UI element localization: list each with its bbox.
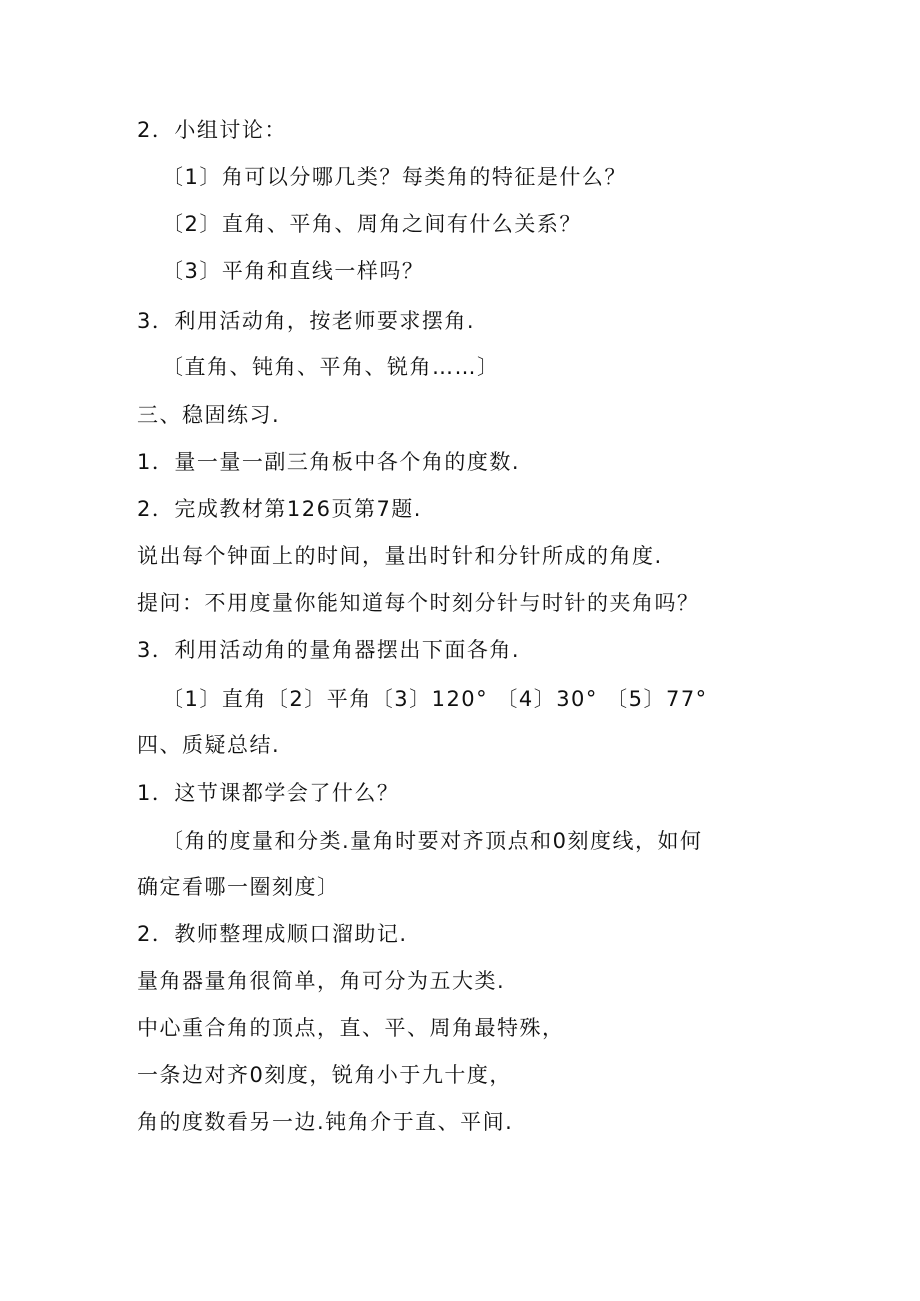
summary-answer-line-2: 确定看哪一圈刻度〕 bbox=[137, 875, 340, 899]
angle-types-note: 〔直角、钝角、平角、锐角……〕 bbox=[162, 355, 500, 379]
discussion-question-3: 〔3〕平角和直线一样吗？ bbox=[162, 259, 425, 283]
rhyme-line-2: 中心重合角的顶点，直、平、周角最特殊， bbox=[137, 1016, 565, 1040]
summary-answer-line-1: 〔角的度量和分类.量角时要对齐顶点和0刻度线，如何 bbox=[162, 829, 703, 853]
clock-instruction: 说出每个钟面上的时间，量出时针和分针所成的角度. bbox=[137, 544, 663, 568]
practice-item-2: 2．完成教材第126页第7题. bbox=[137, 497, 422, 521]
rhyme-line-3: 一条边对齐0刻度，锐角小于九十度， bbox=[137, 1063, 512, 1087]
practice-item-1: 1．量一量一副三角板中各个角的度数. bbox=[137, 450, 521, 474]
summary-item-1: 1．这节课都学会了什么？ bbox=[137, 781, 400, 805]
item-2-group-discussion: 2．小组讨论： bbox=[137, 118, 287, 142]
discussion-question-1: 〔1〕角可以分哪几类？每类角的特征是什么？ bbox=[162, 165, 627, 189]
item-3-activity-angle: 3．利用活动角，按老师要求摆角. bbox=[137, 309, 476, 333]
section-heading-summary: 四、质疑总结. bbox=[137, 733, 281, 757]
angle-list: 〔1〕直角〔2〕平角〔3〕120° 〔4〕30° 〔5〕77° bbox=[162, 687, 708, 711]
discussion-question-2: 〔2〕直角、平角、周角之间有什么关系？ bbox=[162, 212, 582, 236]
summary-item-2: 2．教师整理成顺口溜助记. bbox=[137, 922, 408, 946]
practice-item-3: 3．利用活动角的量角器摆出下面各角. bbox=[137, 638, 521, 662]
question-prompt: 提问：不用度量你能知道每个时刻分针与时针的夹角吗？ bbox=[137, 591, 700, 615]
rhyme-line-1: 量角器量角很简单，角可分为五大类. bbox=[137, 969, 506, 993]
rhyme-line-4: 角的度数看另一边.钝角介于直、平间. bbox=[137, 1110, 514, 1134]
section-heading-practice: 三、稳固练习. bbox=[137, 403, 281, 427]
